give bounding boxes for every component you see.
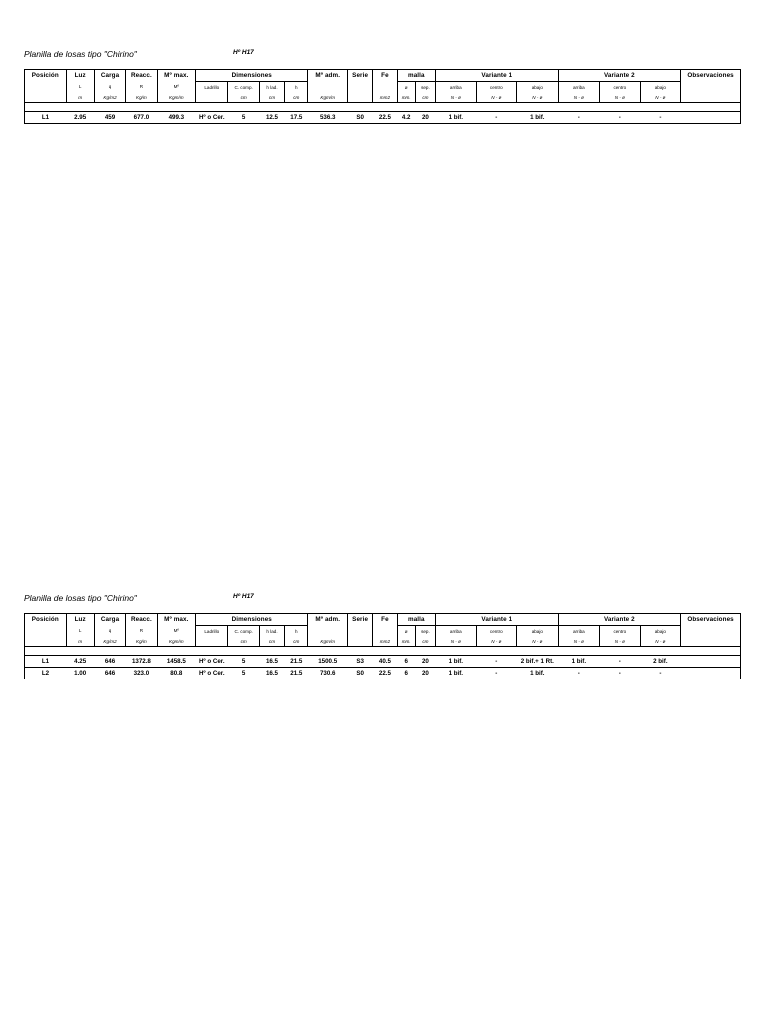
- cell-mmax: 80.8: [170, 670, 183, 677]
- cell-serie: S0: [356, 670, 364, 677]
- cell-ccomp: 5: [228, 112, 259, 124]
- table-row: [25, 112, 741, 124]
- header-carga: Carga: [94, 70, 125, 82]
- cell-v1-abajo: 2 bif.+ 1 Rt.: [517, 656, 559, 668]
- sub-madm: [308, 82, 347, 93]
- header-variante-1: Variante 1: [436, 70, 559, 82]
- sub-reacc: R: [126, 626, 157, 637]
- header-fe: Fe: [373, 70, 397, 82]
- cell-v2-abajo: -: [659, 670, 662, 677]
- sub-malla-sep: sep.: [415, 626, 435, 637]
- cell-v2-arriba: -: [577, 670, 580, 677]
- header-observaciones: Observaciones: [681, 614, 741, 626]
- sub-posicion: [25, 626, 67, 637]
- unit-madm: Kgm/m: [308, 92, 347, 103]
- sub-v1-arriba: arriba: [436, 626, 477, 637]
- unit-v2-abajo: N - ø: [640, 92, 681, 103]
- sub-v1-abajo: abajo: [517, 626, 559, 637]
- sheet-subtitle: Hº H17: [233, 49, 254, 56]
- header-malla: malla: [397, 614, 435, 626]
- sub-v2-arriba: arriba: [558, 82, 600, 93]
- unit-malla-diam: mm.: [397, 92, 415, 103]
- cell-v1-abajo: 1 bif.: [530, 670, 545, 677]
- sub-fe: [373, 626, 397, 637]
- sub-carga: q: [94, 82, 125, 93]
- sub-reacc: R: [126, 82, 157, 93]
- cell-ladrillo: Hº o Cer.: [196, 656, 228, 668]
- unit-v2-abajo: N - ø: [640, 636, 681, 647]
- unit-v1-arriba: N - ø: [436, 92, 477, 103]
- sub-malla-diam: ø: [397, 82, 415, 93]
- sub-fe: [373, 82, 397, 93]
- unit-ladrillo: [196, 92, 228, 103]
- header-variante-2: Variante 2: [558, 70, 681, 82]
- cell-v2-abajo: 2 bif.: [640, 656, 681, 668]
- cell-v1-centro: -: [476, 656, 517, 668]
- sub-v1-centro: centro: [476, 626, 517, 637]
- unit-fe: mm2: [373, 636, 397, 647]
- sub-h: h: [285, 82, 308, 93]
- sub-observaciones: [681, 82, 741, 93]
- unit-reacc: Kg/m: [126, 636, 157, 647]
- cell-malla-diam: 4.2: [397, 112, 415, 124]
- cell-v2-abajo: -: [640, 112, 681, 124]
- unit-v2-arriba: N - ø: [558, 92, 600, 103]
- unit-malla-diam: mm.: [397, 636, 415, 647]
- cell-obs: [681, 656, 741, 668]
- sub-luz: L: [66, 626, 94, 637]
- unit-hlad: cm: [259, 636, 284, 647]
- sub-v2-abajo: abajo: [640, 626, 681, 637]
- sub-ladrillo: Ladrillo: [196, 626, 228, 637]
- sub-v2-centro: centro: [600, 82, 641, 93]
- unit-hlad: cm: [259, 92, 284, 103]
- sub-ladrillo: Ladrillo: [196, 82, 228, 93]
- cell-serie: S0: [347, 112, 372, 124]
- cell-malla-diam: 6: [404, 670, 408, 677]
- cell-carga: 459: [94, 112, 125, 124]
- header-variante-2: Variante 2: [558, 614, 681, 626]
- spacer-cell: [25, 103, 741, 112]
- cell-v1-arriba: 1 bif.: [448, 670, 464, 677]
- cell-carga: 646: [94, 656, 125, 668]
- unit-serie: [347, 636, 372, 647]
- cell-v1-centro: -: [476, 112, 517, 124]
- cell-carga: 646: [104, 670, 116, 677]
- header-fe: Fe: [373, 614, 397, 626]
- header-madm: Mº adm.: [308, 70, 347, 82]
- losas-table: [24, 69, 741, 124]
- cell-ladrillo: Hº o Cer.: [196, 112, 228, 124]
- cell-fe: 22.5: [373, 112, 397, 124]
- unit-v1-arriba: N - ø: [436, 636, 477, 647]
- cell-luz: 2.95: [66, 112, 94, 124]
- unit-luz: m: [66, 636, 94, 647]
- cell-reacc: 323.0: [133, 670, 150, 677]
- unit-ccomp: cm: [228, 92, 259, 103]
- cell-hlad: 12.5: [259, 112, 284, 124]
- cell-v1-centro: -: [495, 670, 498, 677]
- cell-madm: 730.6: [319, 670, 336, 677]
- table-row: [25, 656, 741, 668]
- unit-madm: Kgm/m: [308, 636, 347, 647]
- losas-table: [24, 613, 741, 679]
- unit-v2-arriba: N - ø: [558, 636, 600, 647]
- subheader-row: [25, 626, 741, 637]
- sub-v1-centro: centro: [476, 82, 517, 93]
- cell-malla-sep: 20: [415, 112, 435, 124]
- unit-ccomp: cm: [228, 636, 259, 647]
- unit-posicion: [25, 92, 67, 103]
- header-luz: Luz: [66, 70, 94, 82]
- unit-carga: Kg/m2: [94, 92, 125, 103]
- sheet-title: Planilla de losas tipo "Chirino": [24, 49, 137, 59]
- sheet-title: Planilla de losas tipo "Chirino": [24, 593, 137, 603]
- cell-malla-diam: 6: [397, 656, 415, 668]
- unit-observaciones: [681, 92, 741, 103]
- cell-fe: 40.5: [373, 656, 397, 668]
- sub-observaciones: [681, 626, 741, 637]
- cell-ccomp: 5: [241, 670, 246, 677]
- cell-mmax: 499.3: [157, 112, 195, 124]
- sub-v2-abajo: abajo: [640, 82, 681, 93]
- unit-fe: mm2: [373, 92, 397, 103]
- unit-malla-sep: cm: [415, 92, 435, 103]
- subheader-row: [25, 82, 741, 93]
- unit-reacc: Kg/m: [126, 92, 157, 103]
- cell-v2-arriba: 1 bif.: [558, 656, 600, 668]
- sub-v1-arriba: arriba: [436, 82, 477, 93]
- cell-luz: 4.25: [66, 656, 94, 668]
- unit-h: cm: [285, 92, 308, 103]
- header-posicion: Posición: [25, 614, 67, 626]
- spacer-row: [25, 647, 741, 656]
- cell-hlad: 16.5: [259, 656, 284, 668]
- header-luz: Luz: [66, 614, 94, 626]
- cell-reacc: 677.0: [126, 112, 157, 124]
- header-observaciones: Observaciones: [681, 70, 741, 82]
- sub-mmax: Mº: [157, 82, 195, 93]
- sub-ccomp: C. comp.: [228, 626, 259, 637]
- cell-v1-abajo: 1 bif.: [517, 112, 559, 124]
- sub-posicion: [25, 82, 67, 93]
- sub-malla-sep: sep.: [415, 82, 435, 93]
- unit-v2-centro: N - ø: [600, 636, 641, 647]
- unit-v1-abajo: N - ø: [517, 636, 559, 647]
- header-variante-1: Variante 1: [436, 614, 559, 626]
- unit-luz: m: [66, 92, 94, 103]
- cell-v1-arriba: 1 bif.: [436, 656, 477, 668]
- sub-v2-arriba: arriba: [558, 626, 600, 637]
- unit-mmax: Kgm/m: [157, 92, 195, 103]
- header-serie: Serie: [347, 614, 372, 626]
- cell-v2-arriba: -: [558, 112, 600, 124]
- cell-luz: 1.00: [74, 670, 87, 677]
- cell-obs: [681, 112, 741, 124]
- units-row: [25, 636, 741, 647]
- cell-h: 21.5: [290, 670, 303, 677]
- cell-ccomp: 5: [228, 656, 259, 668]
- sub-ccomp: C. comp.: [228, 82, 259, 93]
- cell-malla-sep: 20: [421, 670, 429, 677]
- unit-v1-centro: N - ø: [476, 92, 517, 103]
- units-row: [25, 92, 741, 103]
- cell-h: 17.5: [285, 112, 308, 124]
- cell-ladrillo: Hº o Cer.: [198, 670, 225, 677]
- sub-serie: [347, 82, 372, 93]
- cell-pos: L2: [25, 668, 67, 680]
- cell-mmax: 1458.5: [157, 656, 195, 668]
- cell-fe: 22.5: [378, 670, 391, 677]
- header-madm: Mº adm.: [308, 614, 347, 626]
- header-posicion: Posición: [25, 70, 67, 82]
- sub-carga: q: [94, 626, 125, 637]
- unit-posicion: [25, 636, 67, 647]
- sub-malla-diam: ø: [397, 626, 415, 637]
- cell-v1-arriba: 1 bif.: [436, 112, 477, 124]
- unit-malla-sep: cm: [415, 636, 435, 647]
- sheet-subtitle: Hº H17: [233, 593, 254, 600]
- header-carga: Carga: [94, 614, 125, 626]
- cell-v2-centro: -: [600, 112, 641, 124]
- table-row: [25, 668, 741, 680]
- unit-carga: Kg/m2: [94, 636, 125, 647]
- cell-malla-sep: 20: [415, 656, 435, 668]
- header-dimensiones: Dimensiones: [196, 614, 308, 626]
- cell-hlad: 16.5: [265, 670, 278, 677]
- cell-reacc: 1372.8: [126, 656, 157, 668]
- sub-luz: L: [66, 82, 94, 93]
- header-reacc: Reacc.: [126, 70, 157, 82]
- cell-h: 21.5: [285, 656, 308, 668]
- unit-v1-centro: N - ø: [476, 636, 517, 647]
- cell-obs: [681, 668, 741, 680]
- cell-madm: 536.3: [308, 112, 347, 124]
- unit-ladrillo: [196, 636, 228, 647]
- spacer-row: [25, 103, 741, 112]
- cell-pos: L1: [25, 112, 67, 124]
- header-dimensiones: Dimensiones: [196, 70, 308, 82]
- sub-hlad: h lad.: [259, 626, 284, 637]
- sub-v1-abajo: abajo: [517, 82, 559, 93]
- sub-h: h: [285, 626, 308, 637]
- sub-mmax: Mº: [157, 626, 195, 637]
- unit-observaciones: [681, 636, 741, 647]
- sub-hlad: h lad.: [259, 82, 284, 93]
- cell-madm: 1500.5: [308, 656, 347, 668]
- unit-v2-centro: N - ø: [600, 92, 641, 103]
- sub-madm: [308, 626, 347, 637]
- unit-v1-abajo: N - ø: [517, 92, 559, 103]
- cell-v2-centro: -: [600, 656, 641, 668]
- cell-serie: S3: [347, 656, 372, 668]
- header-mmax: Mº max.: [157, 614, 195, 626]
- header-reacc: Reacc.: [126, 614, 157, 626]
- unit-h: cm: [285, 636, 308, 647]
- header-row: [25, 614, 741, 626]
- cell-v2-centro: -: [618, 670, 621, 677]
- header-serie: Serie: [347, 70, 372, 82]
- cell-pos: L1: [25, 656, 67, 668]
- header-row: [25, 70, 741, 82]
- header-mmax: Mº max.: [157, 70, 195, 82]
- sub-v2-centro: centro: [600, 626, 641, 637]
- header-malla: malla: [397, 70, 435, 82]
- unit-serie: [347, 92, 372, 103]
- unit-mmax: Kgm/m: [157, 636, 195, 647]
- spacer-cell: [25, 647, 741, 656]
- sub-serie: [347, 626, 372, 637]
